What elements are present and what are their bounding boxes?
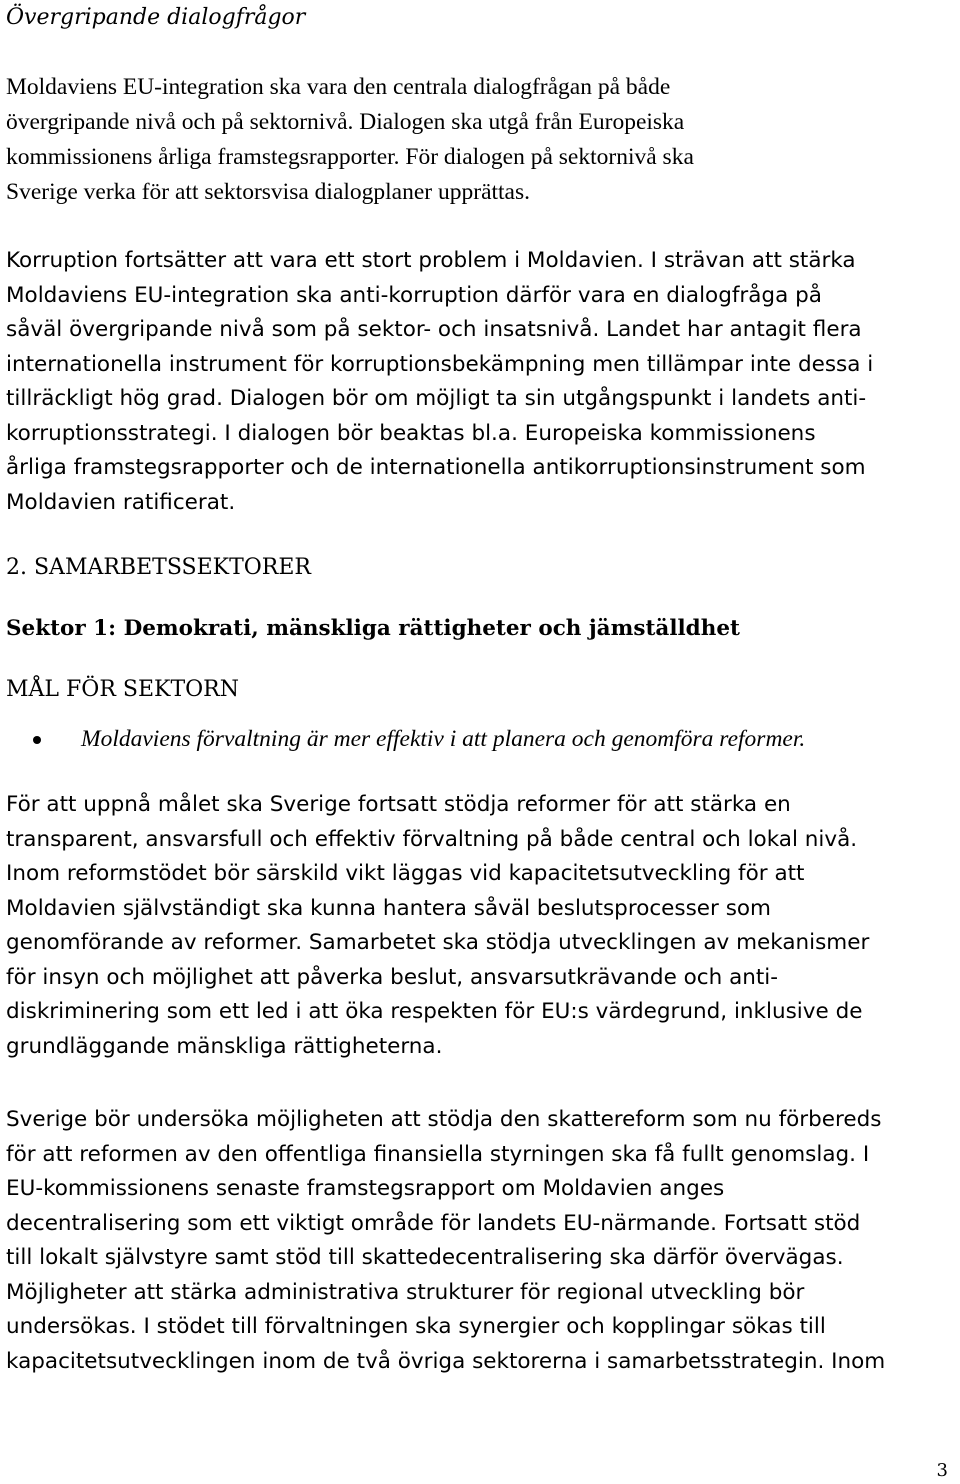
text-line: grundläggande mänskliga rättigheterna. — [6, 1033, 443, 1059]
text-line: undersökas. I stödet till förvaltningen ska synergier och kopplingar sökas till — [6, 1314, 826, 1339]
text-line: årliga framstegsrapporter och de internationella antikorruptionsinstrument som — [6, 455, 866, 480]
page-number: 3 — [936, 1460, 948, 1481]
text-line: korruptionsstrategi. I dialogen bör beaktas bl.a. Europeiska kommissionens — [6, 420, 816, 446]
goal-heading: MÅL FÖR SEKTORN — [6, 677, 239, 702]
text-line: För att uppnå målet ska Sverige fortsatt stödja reformer för att stärka en — [6, 792, 791, 817]
text-line: Moldavien självständigt ska kunna hantera såväl beslutsprocesser som — [6, 895, 772, 921]
text-line: Moldaviens EU-integration ska vara den centrala dialogfrågan på både — [6, 74, 671, 100]
paragraph-tax-reform — [6, 1103, 950, 1379]
text-line: tillräckligt hög grad. Dialogen bör om möjligt ta sin utgångspunkt i landets anti- — [6, 386, 867, 411]
text-line: Moldavien ratificerat. — [6, 489, 236, 515]
paragraph-eu-integration — [6, 70, 936, 210]
text-line: Moldaviens EU-integration ska anti-korruption därför vara en dialogfråga på — [6, 282, 822, 308]
text-line: transparent, ansvarsfull och effektiv förvaltning på både central och lokal nivå. — [6, 826, 858, 852]
text-line: kommissionens årliga framstegsrapporter. För dialogen på sektornivå ska — [6, 144, 694, 170]
text-line: Korruption fortsätter att vara ett stort problem i Moldavien. I strävan att stärka — [6, 248, 856, 273]
text-line: internationella instrument för korruptionsbekämpning men tillämpar inte dessa i — [6, 351, 874, 377]
text-line: decentralisering som ett viktigt område för landets EU-närmande. Fortsatt stöd — [6, 1210, 861, 1236]
goal-list-item — [0, 722, 960, 756]
text-line: Sverige verka för att sektorsvisa dialogplaner upprättas. — [6, 179, 531, 205]
section-heading: 2. SAMARBETSSEKTORER — [6, 555, 311, 580]
text-line: övergripande nivå och på sektornivå. Dialogen ska utgå från Europeiska — [6, 109, 685, 135]
text-line: Möjligheter att stärka administrativa strukturer för regional utveckling bör — [6, 1279, 805, 1305]
text-line: för att reformen av den offentliga finansiella styrningen ska få fullt genomslag. I — [6, 1141, 870, 1167]
text-line: genomförande av reformer. Samarbetet ska stödja utvecklingen av mekanismer — [6, 930, 870, 955]
sector-heading: Sektor 1: Demokrati, mänskliga rättigheter och jämställdhet — [6, 616, 740, 641]
text-line: kapacitetsutvecklingen inom de två övriga sektorerna i samarbetsstrategin. Inom — [6, 1348, 886, 1374]
text-line: Sverige bör undersöka möjligheten att stödja den skattereform som nu förbereds — [6, 1107, 882, 1132]
text-line: såväl övergripande nivå som på sektor- och insatsnivå. Landet har antagit flera — [6, 317, 862, 342]
text-line: diskriminering som ett led i att öka respekten för EU:s värdegrund, inklusive de — [6, 999, 863, 1024]
bullet-icon — [33, 736, 41, 744]
text-line: Inom reformstödet bör särskild vikt läggas vid kapacitetsutveckling för att — [6, 861, 805, 886]
goal-text: Moldaviens förvaltning är mer effektiv i att planera och genomföra reformer. — [81, 726, 806, 752]
heading-dialog-questions: Övergripande dialogfrågor — [6, 5, 306, 30]
text-line: för insyn och möjlighet att påverka beslut, ansvarsutkrävande och anti- — [6, 964, 779, 990]
paragraph-goal-reforms — [6, 788, 936, 1064]
text-line: till lokalt självstyre samt stöd till skattedecentralisering ska därför övervägas. — [6, 1245, 844, 1270]
text-line: EU-kommissionens senaste framstegsrapport om Moldavien anges — [6, 1176, 725, 1201]
paragraph-corruption — [6, 244, 950, 520]
